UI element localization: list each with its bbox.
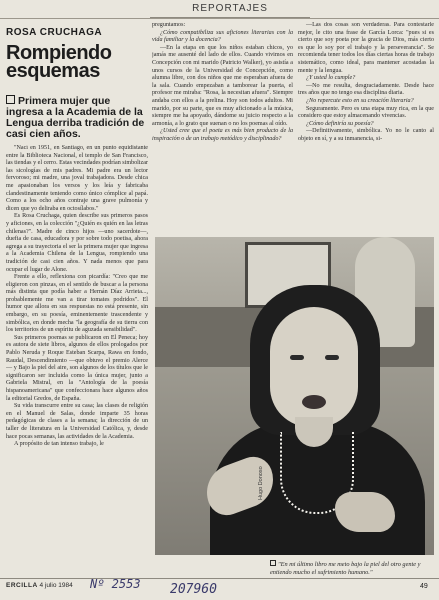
paragraph: Sus primeros poemas se publicaron en El Peneca; hoy es autora de siete libros, algunos de ellos prologados por Pablo Neruda y Roque Esteban Scarpa, Rawa en fondo, Raudal, Descendimiento —que obtuvo el premio Alerce— y Bajo la piel del aire, son algunos de los títulos que le significaron ser incluida como la única mujer, junto a Gabriela Mistral, en la "Antología de la poesía hispanoamericana" que confeccionara hace algunos años la editorial Gredos, de España.	[6, 334, 148, 402]
footer-rule	[0, 578, 439, 579]
interview-question: ¿Y usted lo cumple?	[306, 75, 356, 82]
handwritten-issue-number: Nº 2553	[90, 577, 141, 591]
headline: Rompiendo esquemas	[6, 42, 112, 82]
publication-date: 4 julio 1984	[39, 582, 73, 589]
footer-publication	[6, 582, 73, 589]
paragraph: —No me resulta, desgraciadamente. Desde hace tres años que no tengo esa disciplina diaria.	[298, 82, 434, 97]
photo-face	[270, 307, 358, 427]
caption-text: "En mi último libro me meto bajo la piel del otro gente y entiendo mucho el sufrimiento humano."	[270, 561, 421, 576]
paragraph: —Las dos cosas son verdaderas. Para contestarle mejor, le cito una frase de García Lorca: "pues si es cierto que soy poeta por la gracia de Dios, más cierto es que lo soy por el trabajo y la perseverancia". Se recomienda tener todos los días ciertas horas de trabajo sistemático, como ideal, para mantener acostadas la mente y la lengua.	[298, 22, 434, 74]
handwritten-code: 207960	[170, 582, 217, 597]
paragraph: A propósito de tan intenso trabajo, le	[14, 441, 104, 448]
paragraph: —Definitivamente, simbólica. Yo no le canto al objeto en sí, y a su inmanencia, si-	[298, 128, 434, 142]
page-number: 49	[420, 583, 428, 590]
interview-question: ¿Usted cree que el poeta es más bien producto de la inspiración o de un trabajo metódico y disciplinado?	[152, 128, 293, 142]
deck	[6, 95, 148, 140]
article-column-1	[6, 145, 148, 575]
photo-mouth	[302, 395, 326, 409]
paragraph: Seguramente. Pero es una etapa muy rica, en la que considero que estoy almacenando vivencias.	[298, 105, 434, 120]
photo-eye	[290, 355, 304, 360]
byline: ROSA CRUCHAGA	[6, 27, 103, 38]
interview-question: ¿No repercute esto en su creación literaria?	[306, 97, 414, 104]
square-bullet-icon	[6, 95, 15, 104]
deck-text: Primera mujer que ingresa a la Academia de la Lengua derriba tradición de casi cien años.	[6, 95, 145, 140]
photo-credit: Hugo Donoso	[258, 466, 264, 500]
paragraph: preguntamos:	[152, 22, 186, 28]
square-bullet-icon	[270, 560, 276, 566]
photo-hand	[335, 492, 395, 532]
section-header: REPORTAJES	[150, 3, 310, 18]
article-column-3	[298, 22, 434, 234]
photo-eye	[325, 355, 339, 360]
paragraph: Su vida transcurre entre su casa; las clases de religión en el Manuel de Salas, donde imparte 35 horas pedagógicas de clases a la semana; la dirección de un taller de literatura en la Universidad Católica, y, desde hace pocas semanas, las actividades de la Academia.	[6, 403, 148, 440]
interview-question: ¿Cómo definiría su poesía?	[306, 120, 374, 127]
portrait-photo	[155, 237, 434, 555]
photo-caption	[270, 560, 434, 576]
interview-question: ¿Cómo compatibiliza sus aficiones literarias con la vida familiar y la docencia?	[152, 29, 293, 44]
top-rule	[0, 18, 439, 19]
paragraph: —En la etapa en que los niños estaban chicos, yo jamás me ausenté del lado de ellos. Cuando vivimos en Concepción con mi marido (Patricio Walker), yo asistía a unos cursos de la Universidad de Concepción, como alumna libre, con dos niños que me esperaban afuera de la sala. Cuando empezaban a tamborear la puerta, el profesor me miraba: "Rosa, la necesitan afuera". Siempre andaba con ellos a la prelina. Hoy son todos adultos. Mi marido, por su parte, que es muy aficionado a la música, siempre me ha apoyado, dándome su juicio respecto a la armonía, a lo grato que suenan o no los poemas al oído.	[152, 44, 293, 127]
article-column-2	[152, 22, 293, 234]
paragraph: Frente a ello, reflexiona con picardía: "Creo que me eligieron con pinzas, en el sentido de buscar a la persona más distinta que podía haber a Hernán Díaz Arrieta..., probablemente me van a tirar tomates podridos". El humor que allora en sus respuestas no está presente, sin embargo, en su poesía, eminentemente trascendente y simbólica, en donde mecha "la geografía de su tierra con los territorios de un espíritu de aguzada sensibilidad".	[6, 274, 148, 334]
publication-name: ERCILLA	[6, 582, 38, 589]
paragraph: Es Rosa Cruchaga, quien describe sus primeros pasos y aficiones, en la colección "¿Quién es quién en las letras chilenas?". Madre de cinco hijos —uno sacerdote—, duefia de casa, educadora y por sobre todo poetisa, ahora agrega a su trayectoria el ser la primera mujer que ingresa a la Academia Chilena de la Lengua, rompiendo una tradición de casi cien años. Y nada menos que para ocupar el lugar de Alone.	[6, 213, 148, 273]
paragraph: "Nací en 1951, en Santiago, en un punto equidistante entre la Biblioteca Nacional, el templo de San Francisco, las tiendas y el cerro. Estas vecindades podrían simbolizar las sicologías de mis padres. Mi padre era un lector fervoroso; mi madre, una joval trabajadora. Desde chica me apasionaban los versos y los leía y fabricaba clandestinamente teniendo como único cómplice al papá. Como a los ocho años contraje una grave pulmonía y dicen que yo deliraba en octosílabos."	[6, 145, 148, 212]
